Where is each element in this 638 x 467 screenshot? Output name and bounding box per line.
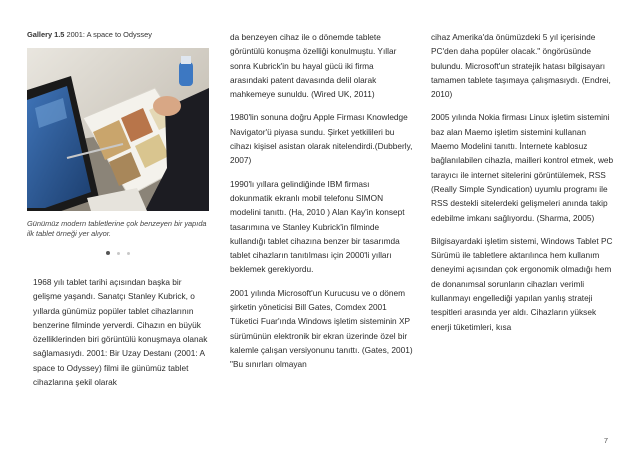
pager-dot-2[interactable] [117, 252, 120, 255]
page-number: 7 [603, 436, 608, 445]
column-2-text [230, 30, 413, 372]
paragraph: da benzeyen cihaz ile o dönemde tablete görüntülü konuşma özelliği konulmuştu. Yıllar sonra Kubrick'in bu hayal gücü iki firma arasındaki patent davasında delil olarak mahkemeye sunuldu. (Wired UK, 2011) [230, 32, 397, 100]
pager-dot-3[interactable] [127, 252, 130, 255]
paragraph: 1990'lı yıllara gelindiğinde IBM firması dokunmatik ekranlı mobil telefonu SIMON modelini tanıttı. (Ha, 2010 ) Alan Kay'in konsept tasarımına ve Stanley Kubrick'in filminde kullandığı tablet cihazına benzer bir tasarımda tablet cihazların tanıtılması için 2000'li yılları beklemek gerekiyordu. [230, 178, 405, 275]
paragraph: Bilgisayardaki işletim sistemi, Windows Tablet PC Sürümü ile tabletlere aktarılınca hem kullanım deneyimi açısından çok ergonomik olmadığı hem de donanımsal sorunların cihazları verimli kullanmayı engellediği yapılan yanlış strateji tespitleri arasında yer aldı. Cihazların yüksek enerji tüketimleri, kısa [431, 235, 613, 332]
paragraph: 2001 yılında Microsoft'un Kurucusu ve o dönem şirketin yöneticisi Bill Gates, Comdex 2001 Tüketici Fuar'ında Windows işletim sisteminin XP sürümünün elektronik bir ekran üzerinde özel bir kalemle çalışan versiyonunu tanıttı. (Gates, 2001) "Bu sınırları olmayan [230, 287, 413, 370]
gallery-caption [27, 30, 209, 40]
left-column [27, 30, 209, 398]
gallery-label: Gallery 1.5 [27, 30, 65, 39]
paragraph: cihaz Amerika'da önümüzdeki 5 yıl içerisinde PC'den daha popüler olacak." öngörüsünde bulundu. Microsoft'un stratejik hatası bilgisayarı tamamen tablete taşımaya çalışmasıydı. (Endrei, 2010) [431, 32, 611, 100]
gallery-image[interactable] [27, 48, 209, 211]
image-caption: Günümüz modern tabletlerine çok benzeyen bir yapıda ilk tablet örneği yer alıyor. [27, 219, 207, 238]
paragraph: 1980'lin sonuna doğru Apple Firması Knowledge Navigator'ü piyasa sundu. Şirket yetkilileri bu cihazı kişisel asistan olarak nitelendirdi.(Dubberly, 2007) [230, 112, 413, 166]
middle-column [230, 30, 413, 381]
paragraph: 2005 yılında Nokia firması Linux işletim sistemini baz alan Maemo işletim sistemini kullanan Maemo Modelini tanıttı. İnternete kablosuz bağlanılabilen cihazla, mailleri kontrol etmek, web tarayıcı ile internet sitelerini görüntülemek, RSS (Really Simple Syndication) uyumlu programı ile RSS destekli sitelerdeki gelişmeleri anında takip edebilme imkanı sağlıyordu. (Sharma, 2005) [431, 112, 614, 223]
gallery-title: 2001: A space to Odyssey [66, 30, 152, 39]
column-1-text [27, 275, 209, 389]
tablet-scene-illustration [27, 48, 209, 211]
column-3-text [431, 30, 614, 334]
gallery-pager [27, 251, 209, 261]
pager-dot-1[interactable] [106, 251, 110, 255]
right-column [431, 30, 614, 343]
paragraph: 1968 yılı tablet tarihi açısından başka bir gelişme yaşandı. Sanatçı Stanley Kubrick, o yıllarda günümüz popüler tablet cihazlarının benzerine filminde yerverdi. Cihazın en büyük özelliklerinden biri görüntülü konuşmaya olanak sağlamasıydı. 2001: Bir Uzay Destanı (2001: A space to Odyssey) filmi ile günümüz tablet cihazlarına şekil olarak [33, 277, 208, 388]
